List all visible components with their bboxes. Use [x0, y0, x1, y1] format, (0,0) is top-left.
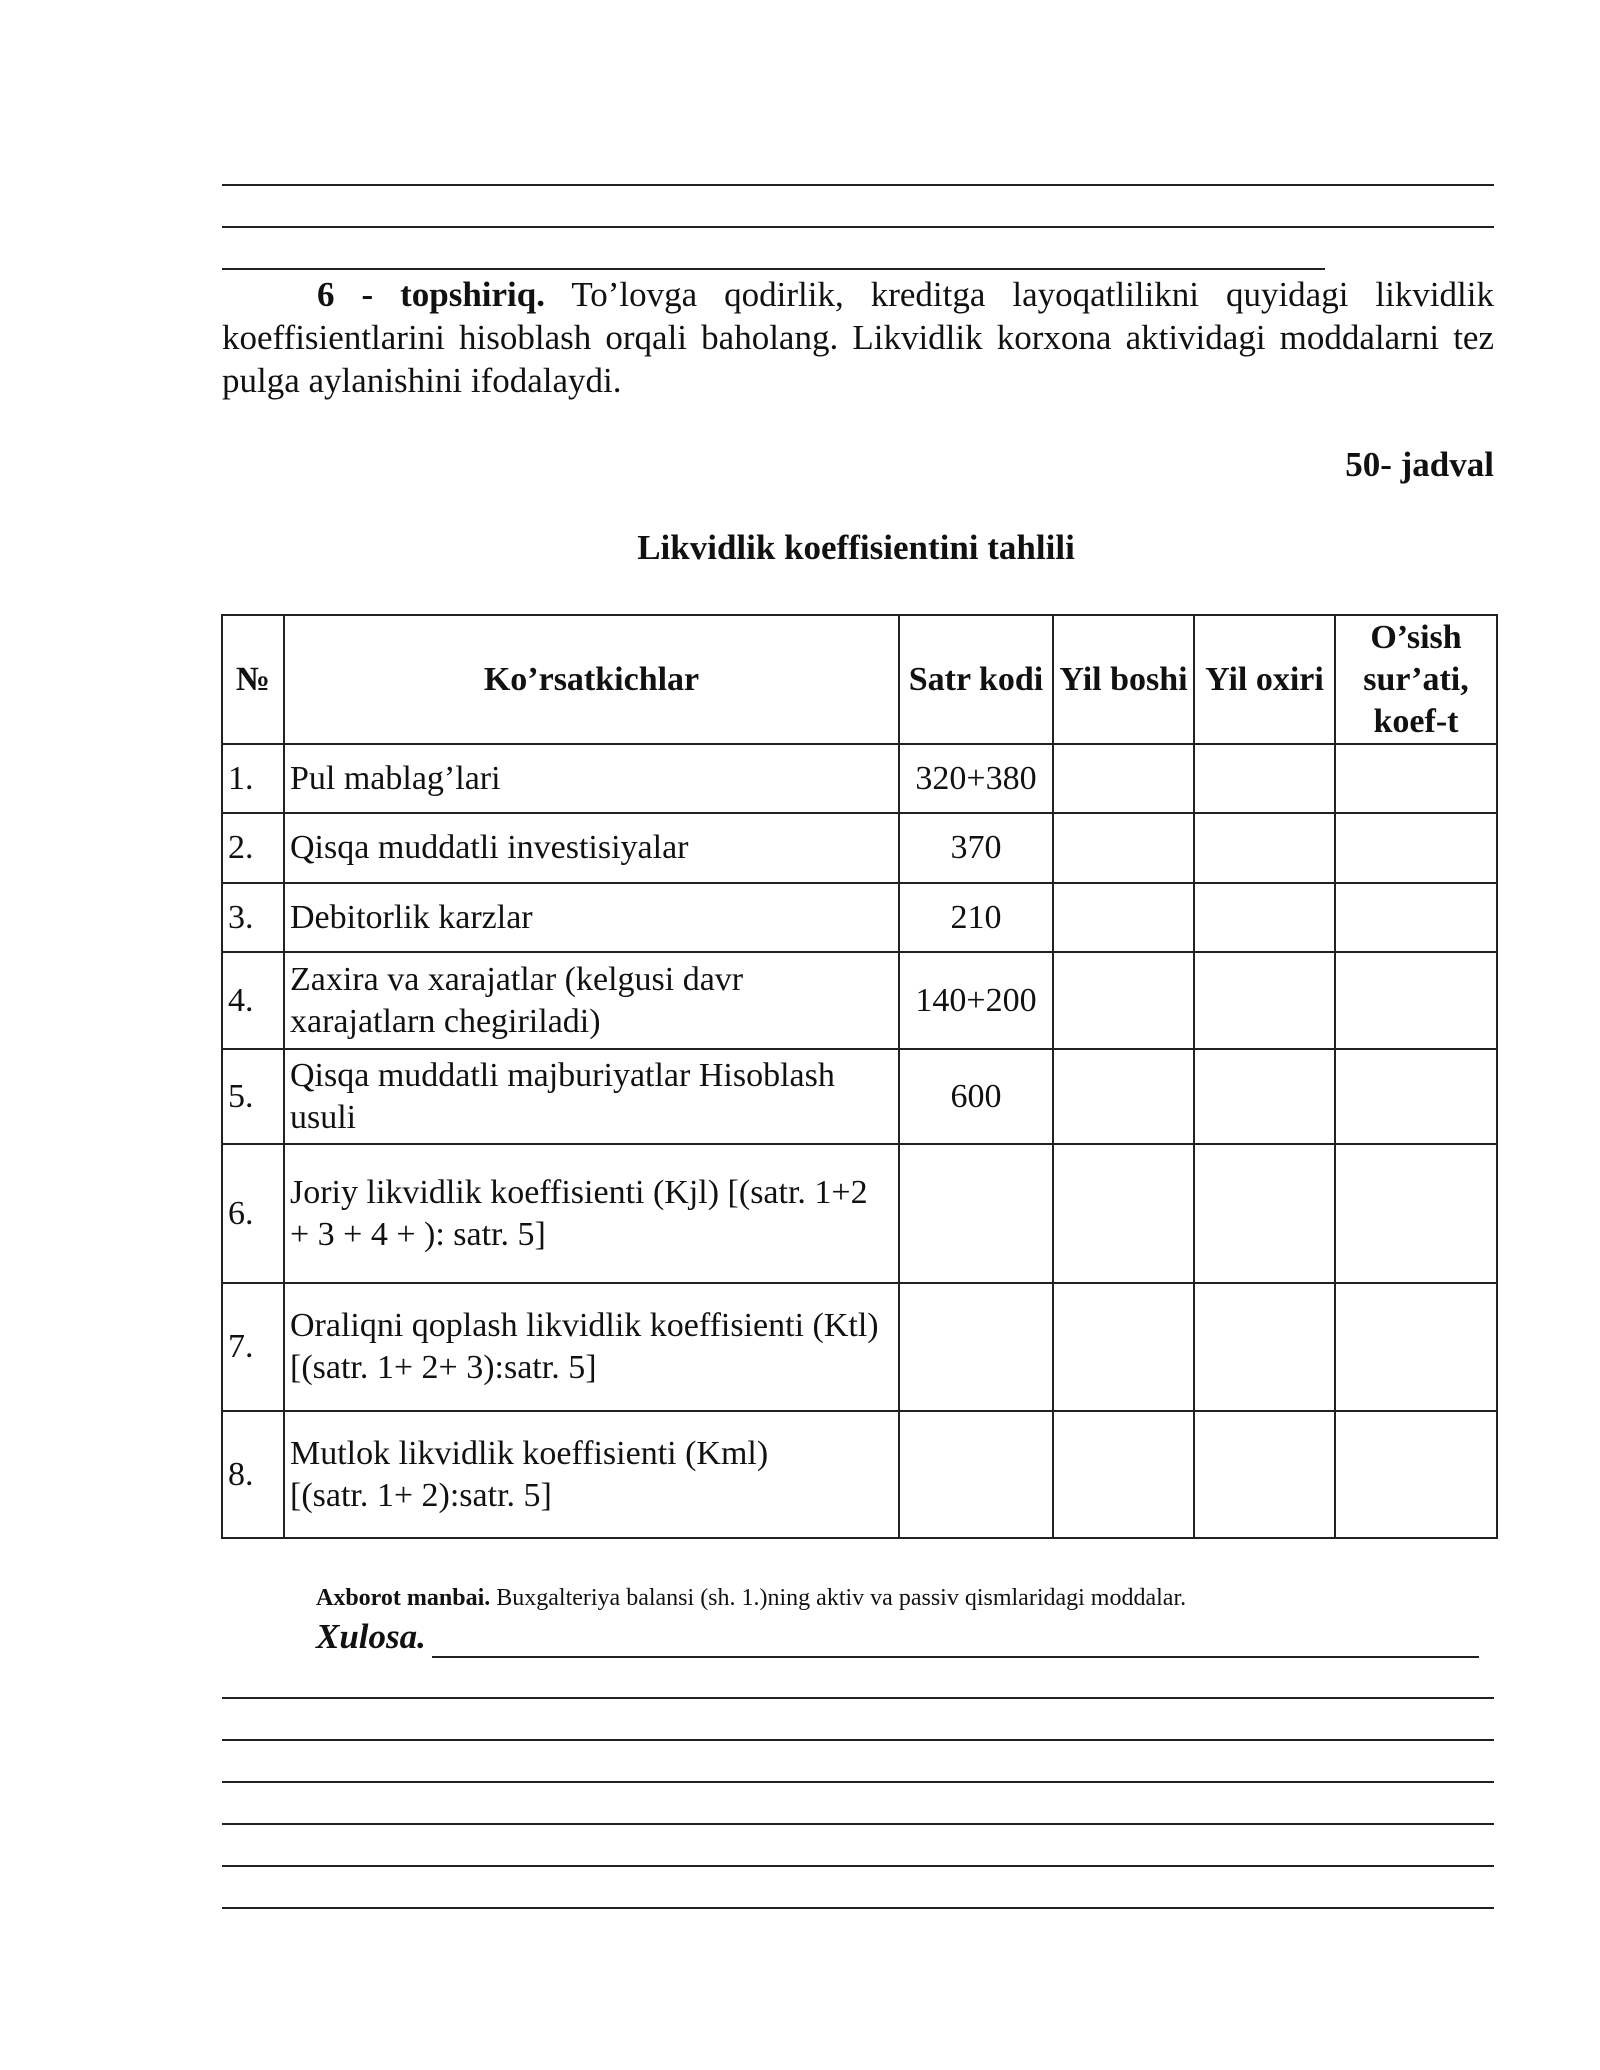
source-text: Buxgalteriya balansi (sh. 1.)ning aktiv va passiv qismlaridagi moddalar. [496, 1585, 1187, 1611]
row-indicator: Debitorlik karzlar [284, 883, 899, 952]
table-row [222, 1049, 1497, 1144]
answer-line [222, 226, 1494, 228]
cell-year-start[interactable] [1053, 1144, 1194, 1283]
source-note [316, 1585, 1186, 1612]
cell-year-start[interactable] [1053, 1283, 1194, 1411]
cell-year-end[interactable] [1194, 1411, 1335, 1538]
answer-line[interactable] [222, 1697, 1494, 1699]
header-line-code: Satr kodi [899, 615, 1053, 744]
row-line-code: 210 [899, 883, 1053, 952]
header-year-end: Yil oxiri [1194, 615, 1335, 744]
table-row [222, 883, 1497, 952]
row-line-code: 370 [899, 813, 1053, 883]
table-row [222, 1283, 1497, 1411]
row-indicator: Zaxira va xarajatlar (kelgusi davr xarajatlarn chegiriladi) [284, 952, 899, 1049]
conclusion-label: Xulosa. [316, 1617, 426, 1656]
table-title: Likvidlik koeffisientini tahlili [637, 528, 1075, 567]
row-indicator: Mutlok likvidlik koeffisienti (Kml) [(satr. 1+ 2):satr. 5] [284, 1411, 899, 1538]
cell-year-start[interactable] [1053, 1049, 1194, 1144]
table-row [222, 813, 1497, 883]
cell-growth-rate[interactable] [1335, 813, 1497, 883]
table-header-row [222, 615, 1497, 744]
row-indicator: Qisqa muddatli majburiyatlar Hisoblash usuli [284, 1049, 899, 1144]
header-year-start: Yil boshi [1053, 615, 1194, 744]
task-text: To’lovga qodirlik, kreditga layoqatlilikni quyidagi likvidlik koeffisientlarini hisoblash orqali baholang. Likvidlik korxona aktividagi moddalarni tez pulga aylanishini ifodalaydi. [222, 275, 1495, 400]
answer-line[interactable] [222, 1739, 1494, 1741]
row-line-code: 140+200 [899, 952, 1053, 1049]
row-line-code: 320+380 [899, 744, 1053, 813]
row-indicator: Qisqa muddatli investisiyalar [284, 813, 899, 883]
header-growth-rate: O’sish sur’ati, koef-t [1335, 615, 1497, 744]
cell-growth-rate[interactable] [1335, 952, 1497, 1049]
header-number: № [222, 615, 284, 744]
cell-year-end[interactable] [1194, 1049, 1335, 1144]
cell-growth-rate[interactable] [1335, 1144, 1497, 1283]
cell-growth-rate[interactable] [1335, 883, 1497, 952]
cell-growth-rate[interactable] [1335, 1049, 1497, 1144]
row-number: 2. [222, 813, 284, 883]
row-number: 5. [222, 1049, 284, 1144]
conclusion-line[interactable] [432, 1656, 1479, 1658]
row-number: 8. [222, 1411, 284, 1538]
cell-year-start[interactable] [1053, 744, 1194, 813]
cell-year-end[interactable] [1194, 1144, 1335, 1283]
row-number: 1. [222, 744, 284, 813]
cell-year-start[interactable] [1053, 952, 1194, 1049]
row-line-code: 600 [899, 1049, 1053, 1144]
row-line-code [899, 1411, 1053, 1538]
table-row [222, 1411, 1497, 1538]
source-label: Axborot manbai. [316, 1585, 491, 1611]
liquidity-table [221, 614, 1498, 1539]
row-number: 6. [222, 1144, 284, 1283]
table-row [222, 744, 1497, 813]
table-number: 50- jadval [1345, 445, 1494, 484]
cell-year-start[interactable] [1053, 813, 1194, 883]
cell-growth-rate[interactable] [1335, 744, 1497, 813]
table-row [222, 1144, 1497, 1283]
row-line-code [899, 1283, 1053, 1411]
cell-year-end[interactable] [1194, 952, 1335, 1049]
answer-line [222, 184, 1494, 186]
cell-year-end[interactable] [1194, 1283, 1335, 1411]
task-paragraph [222, 273, 1494, 402]
task-label: 6 - topshiriq. [317, 275, 545, 314]
answer-line[interactable] [222, 1781, 1494, 1783]
row-number: 3. [222, 883, 284, 952]
answer-line[interactable] [222, 1865, 1494, 1867]
cell-year-start[interactable] [1053, 883, 1194, 952]
cell-year-end[interactable] [1194, 744, 1335, 813]
table-row [222, 952, 1497, 1049]
cell-year-start[interactable] [1053, 1411, 1194, 1538]
row-number: 4. [222, 952, 284, 1049]
cell-growth-rate[interactable] [1335, 1411, 1497, 1538]
row-line-code [899, 1144, 1053, 1283]
cell-growth-rate[interactable] [1335, 1283, 1497, 1411]
answer-line [222, 268, 1325, 270]
cell-year-end[interactable] [1194, 883, 1335, 952]
row-number: 7. [222, 1283, 284, 1411]
row-indicator: Pul mablag’lari [284, 744, 899, 813]
row-indicator: Oraliqni qoplash likvidlik koeffisienti (Ktl) [(satr. 1+ 2+ 3):satr. 5] [284, 1283, 899, 1411]
answer-line[interactable] [222, 1907, 1494, 1909]
row-indicator: Joriy likvidlik koeffisienti (Kjl) [(satr. 1+2 + 3 + 4 + ): satr. 5] [284, 1144, 899, 1283]
cell-year-end[interactable] [1194, 813, 1335, 883]
answer-line[interactable] [222, 1823, 1494, 1825]
header-indicators: Ko’rsatkichlar [284, 615, 899, 744]
